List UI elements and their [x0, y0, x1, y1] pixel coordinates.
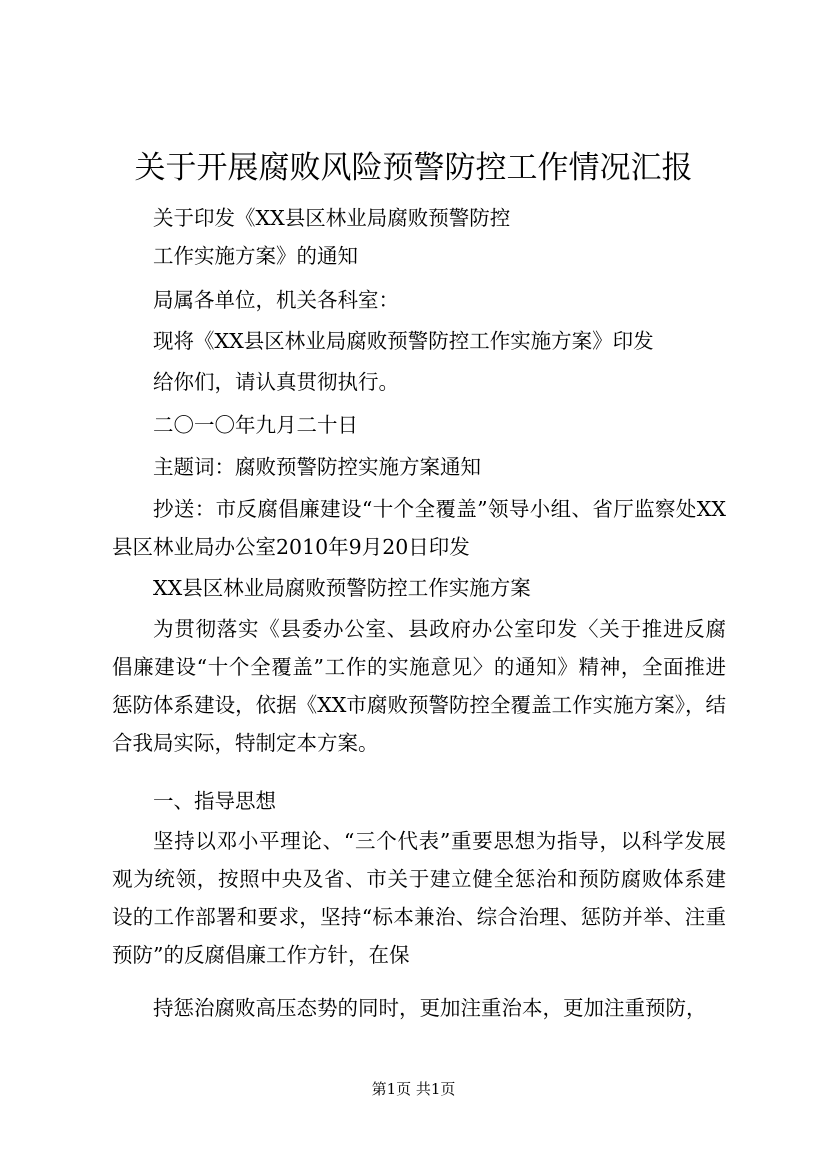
document-title: 关于开展腐败风险预警防控工作情况汇报	[134, 150, 693, 186]
notice-body-line-2: 给你们，请认真贯彻执行。	[153, 370, 399, 394]
plan-title: XX县区林业局腐败预警防控工作实施方案	[153, 576, 531, 600]
notice-title-line-1: 关于印发《XX县区林业局腐败预警防控	[153, 206, 511, 230]
section-heading: 一、指导思想	[153, 789, 276, 813]
addressee-line: 局属各单位，机关各科室：	[153, 288, 399, 312]
notice-title-line-2: 工作实施方案》的通知	[153, 244, 358, 268]
intro-paragraph: 为贯彻落实《县委办公室、县政府办公室印发〈关于推进反腐倡廉建设“十个全覆盖”工作的实施意见〉的通知》精神，全面推进惩防体系建设，依据《XX市腐败预警防控全覆盖工作实施方案》，结合我局实际，特制定本方案。	[112, 617, 726, 755]
subject-keywords: 主题词：腐败预警防控实施方案通知	[153, 455, 481, 479]
notice-body-line-1: 现将《XX县区林业局腐败预警防控工作实施方案》印发	[153, 329, 654, 353]
guiding-paragraph: 坚持以邓小平理论、“三个代表”重要思想为指导，以科学发展观为统领，按照中央及省、市关于建立健全惩治和预防腐败体系建设的工作部署和要求，坚持“标本兼治、综合治理、惩防并举、注重预防”的反腐倡廉工作方针，在保	[112, 829, 726, 967]
cc-paragraph: 抄送：市反腐倡廉建设“十个全覆盖”领导小组、省厅监察处XX县区林业局办公室2010年9月20日印发	[112, 497, 726, 559]
notice-date: 二〇一〇年九月二十日	[153, 413, 358, 437]
continued-paragraph: 持惩治腐败高压态势的同时，更加注重治本，更加注重预防，	[153, 996, 707, 1020]
page-number-footer: 第1页 共1页	[371, 1080, 456, 1098]
